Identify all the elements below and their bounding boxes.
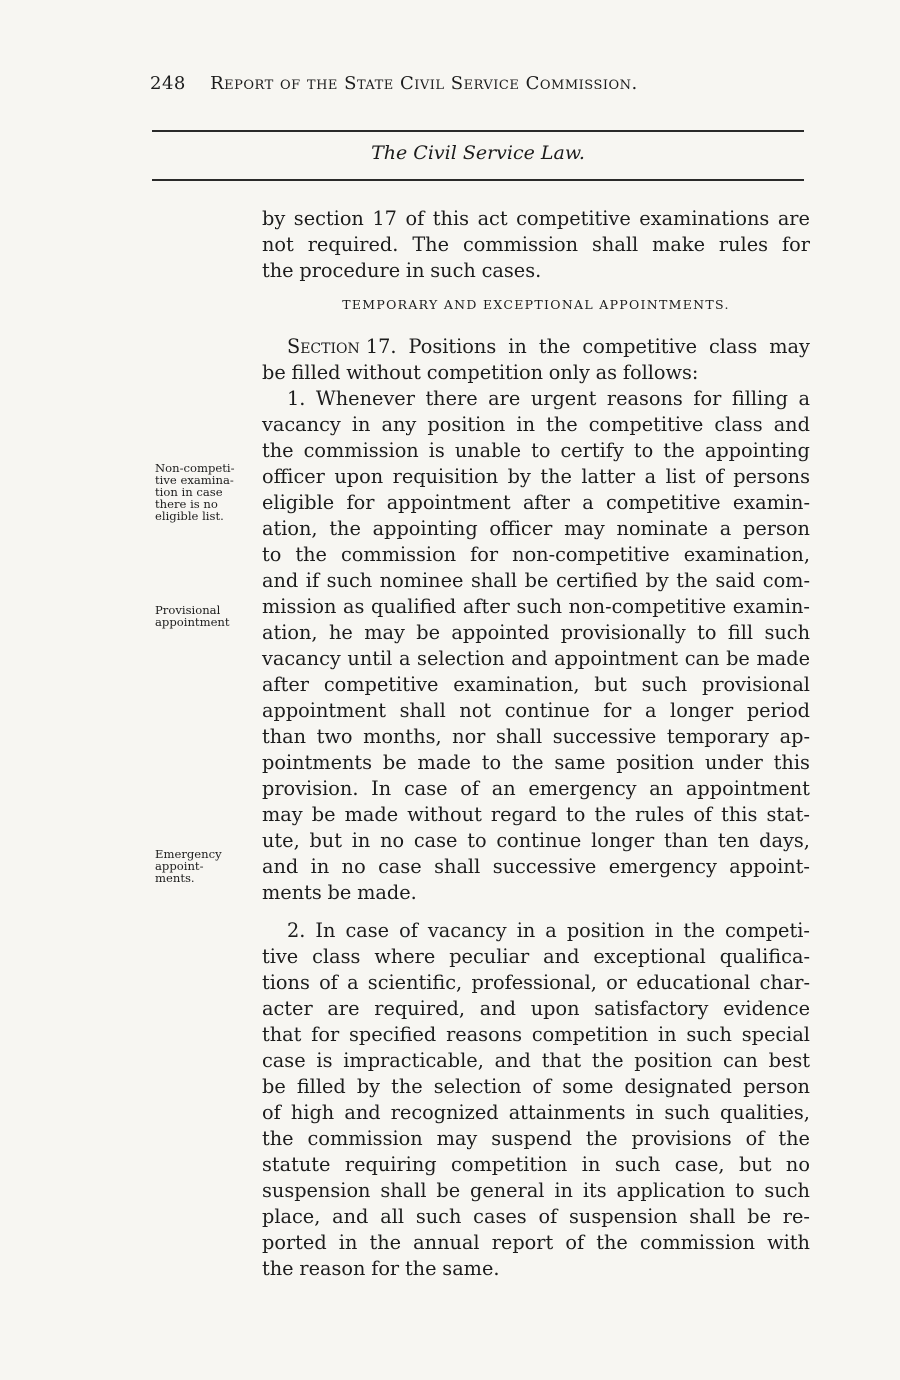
- paragraph-1-line: vacancy until a selection and appointment can be made: [262, 647, 810, 670]
- paragraph-1-line: appointment shall not continue for a longer period: [262, 699, 810, 722]
- section-heading: TEMPORARY AND EXCEPTIONAL APPOINTMENTS.: [342, 297, 730, 312]
- margin-note-emergency: Emergency appoint- ments.: [155, 847, 222, 885]
- paragraph-2-line: of high and recognized attainments in such qualities,: [262, 1101, 810, 1124]
- paragraph-1-line: and in no case shall successive emergency appoint-: [262, 855, 810, 878]
- paragraph-1-line: 1. Whenever there are urgent reasons for filling a: [287, 387, 810, 410]
- paragraph-1-line: officer upon requisition by the latter a list of persons: [262, 465, 810, 488]
- paragraph-1-line: ments be made.: [262, 881, 417, 904]
- paragraph-1-line: pointments be made to the same position under this: [262, 751, 810, 774]
- section-17-opening: [262, 334, 810, 386]
- page-number: 248: [150, 73, 186, 94]
- bottom-rule: [152, 179, 804, 181]
- paragraph-2-line: tions of a scientific, professional, or educational char-: [262, 971, 810, 994]
- paragraph-1-line: provision. In case of an emergency an appointment: [262, 777, 810, 800]
- margin-note-non-competitive: Non-competi- tive examina- tion in case there is no eligible list.: [155, 461, 235, 523]
- paragraph-2-line: tive class where peculiar and exceptional qualifica-: [262, 945, 810, 968]
- paragraph-2-line: that for specified reasons competition in such special: [262, 1023, 810, 1046]
- paragraph-1-line: ation, he may be appointed provisionally to fill such: [262, 621, 810, 644]
- running-title: Report of the State Civil Service Commission.: [210, 73, 638, 94]
- section-title: The Civil Service Law.: [371, 142, 585, 164]
- top-rule: [152, 130, 804, 132]
- paragraph-2-line: place, and all such cases of suspension shall be re-: [262, 1205, 810, 1228]
- main-text: [262, 206, 810, 1282]
- paragraph-1-line: mission as qualified after such non-competitive examin-: [262, 595, 810, 618]
- paragraph-1-line: may be made without regard to the rules of this stat-: [262, 803, 810, 826]
- intro-line: the procedure in such cases.: [262, 259, 542, 282]
- paragraph-2-line: 2. In case of vacancy in a position in the competi-: [287, 919, 810, 942]
- section-line: be filled without competition only as follows:: [262, 361, 699, 384]
- paragraph-1-line: than two months, nor shall successive temporary ap-: [262, 725, 810, 748]
- paragraph-1-line: to the commission for non-competitive examination,: [262, 543, 810, 566]
- paragraph-1: [262, 386, 810, 906]
- paragraph-2-line: statute requiring competition in such case, but no: [262, 1153, 810, 1176]
- paragraph-1-line: after competitive examination, but such provisional: [262, 673, 810, 696]
- paragraph-2-line: suspension shall be general in its application to such: [262, 1179, 810, 1202]
- intro-line: not required. The commission shall make rules for: [262, 233, 810, 256]
- margin-note-provisional: Provisional appointment: [155, 603, 230, 629]
- paragraph-2-line: be filled by the selection of some designated person: [262, 1075, 810, 1098]
- intro-line: by section 17 of this act competitive examinations are: [262, 207, 810, 230]
- paragraph-1-line: eligible for appointment after a competitive examin-: [262, 491, 810, 514]
- section-label: Section 17.: [287, 335, 397, 358]
- paragraph-1-line: vacancy in any position in the competitive class and: [262, 413, 810, 436]
- page-header: [150, 73, 638, 94]
- section-line: Section 17. Positions in the competitive class may: [287, 335, 810, 358]
- paragraph-2-line: the reason for the same.: [262, 1257, 500, 1280]
- paragraph-2-line: the commission may suspend the provisions of the: [262, 1127, 810, 1150]
- paragraph-2-line: ported in the annual report of the commission with: [262, 1231, 810, 1254]
- paragraph-2-line: case is impracticable, and that the position can best: [262, 1049, 810, 1072]
- intro-paragraph: [262, 206, 810, 284]
- paragraph-1-line: the commission is unable to certify to the appointing: [262, 439, 810, 462]
- paragraph-2-line: acter are required, and upon satisfactory evidence: [262, 997, 810, 1020]
- paragraph-1-line: ation, the appointing officer may nominate a person: [262, 517, 810, 540]
- paragraph-1-line: ute, but in no case to continue longer than ten days,: [262, 829, 810, 852]
- paragraph-1-line: and if such nominee shall be certified by the said com-: [262, 569, 810, 592]
- paragraph-2: [262, 918, 810, 1282]
